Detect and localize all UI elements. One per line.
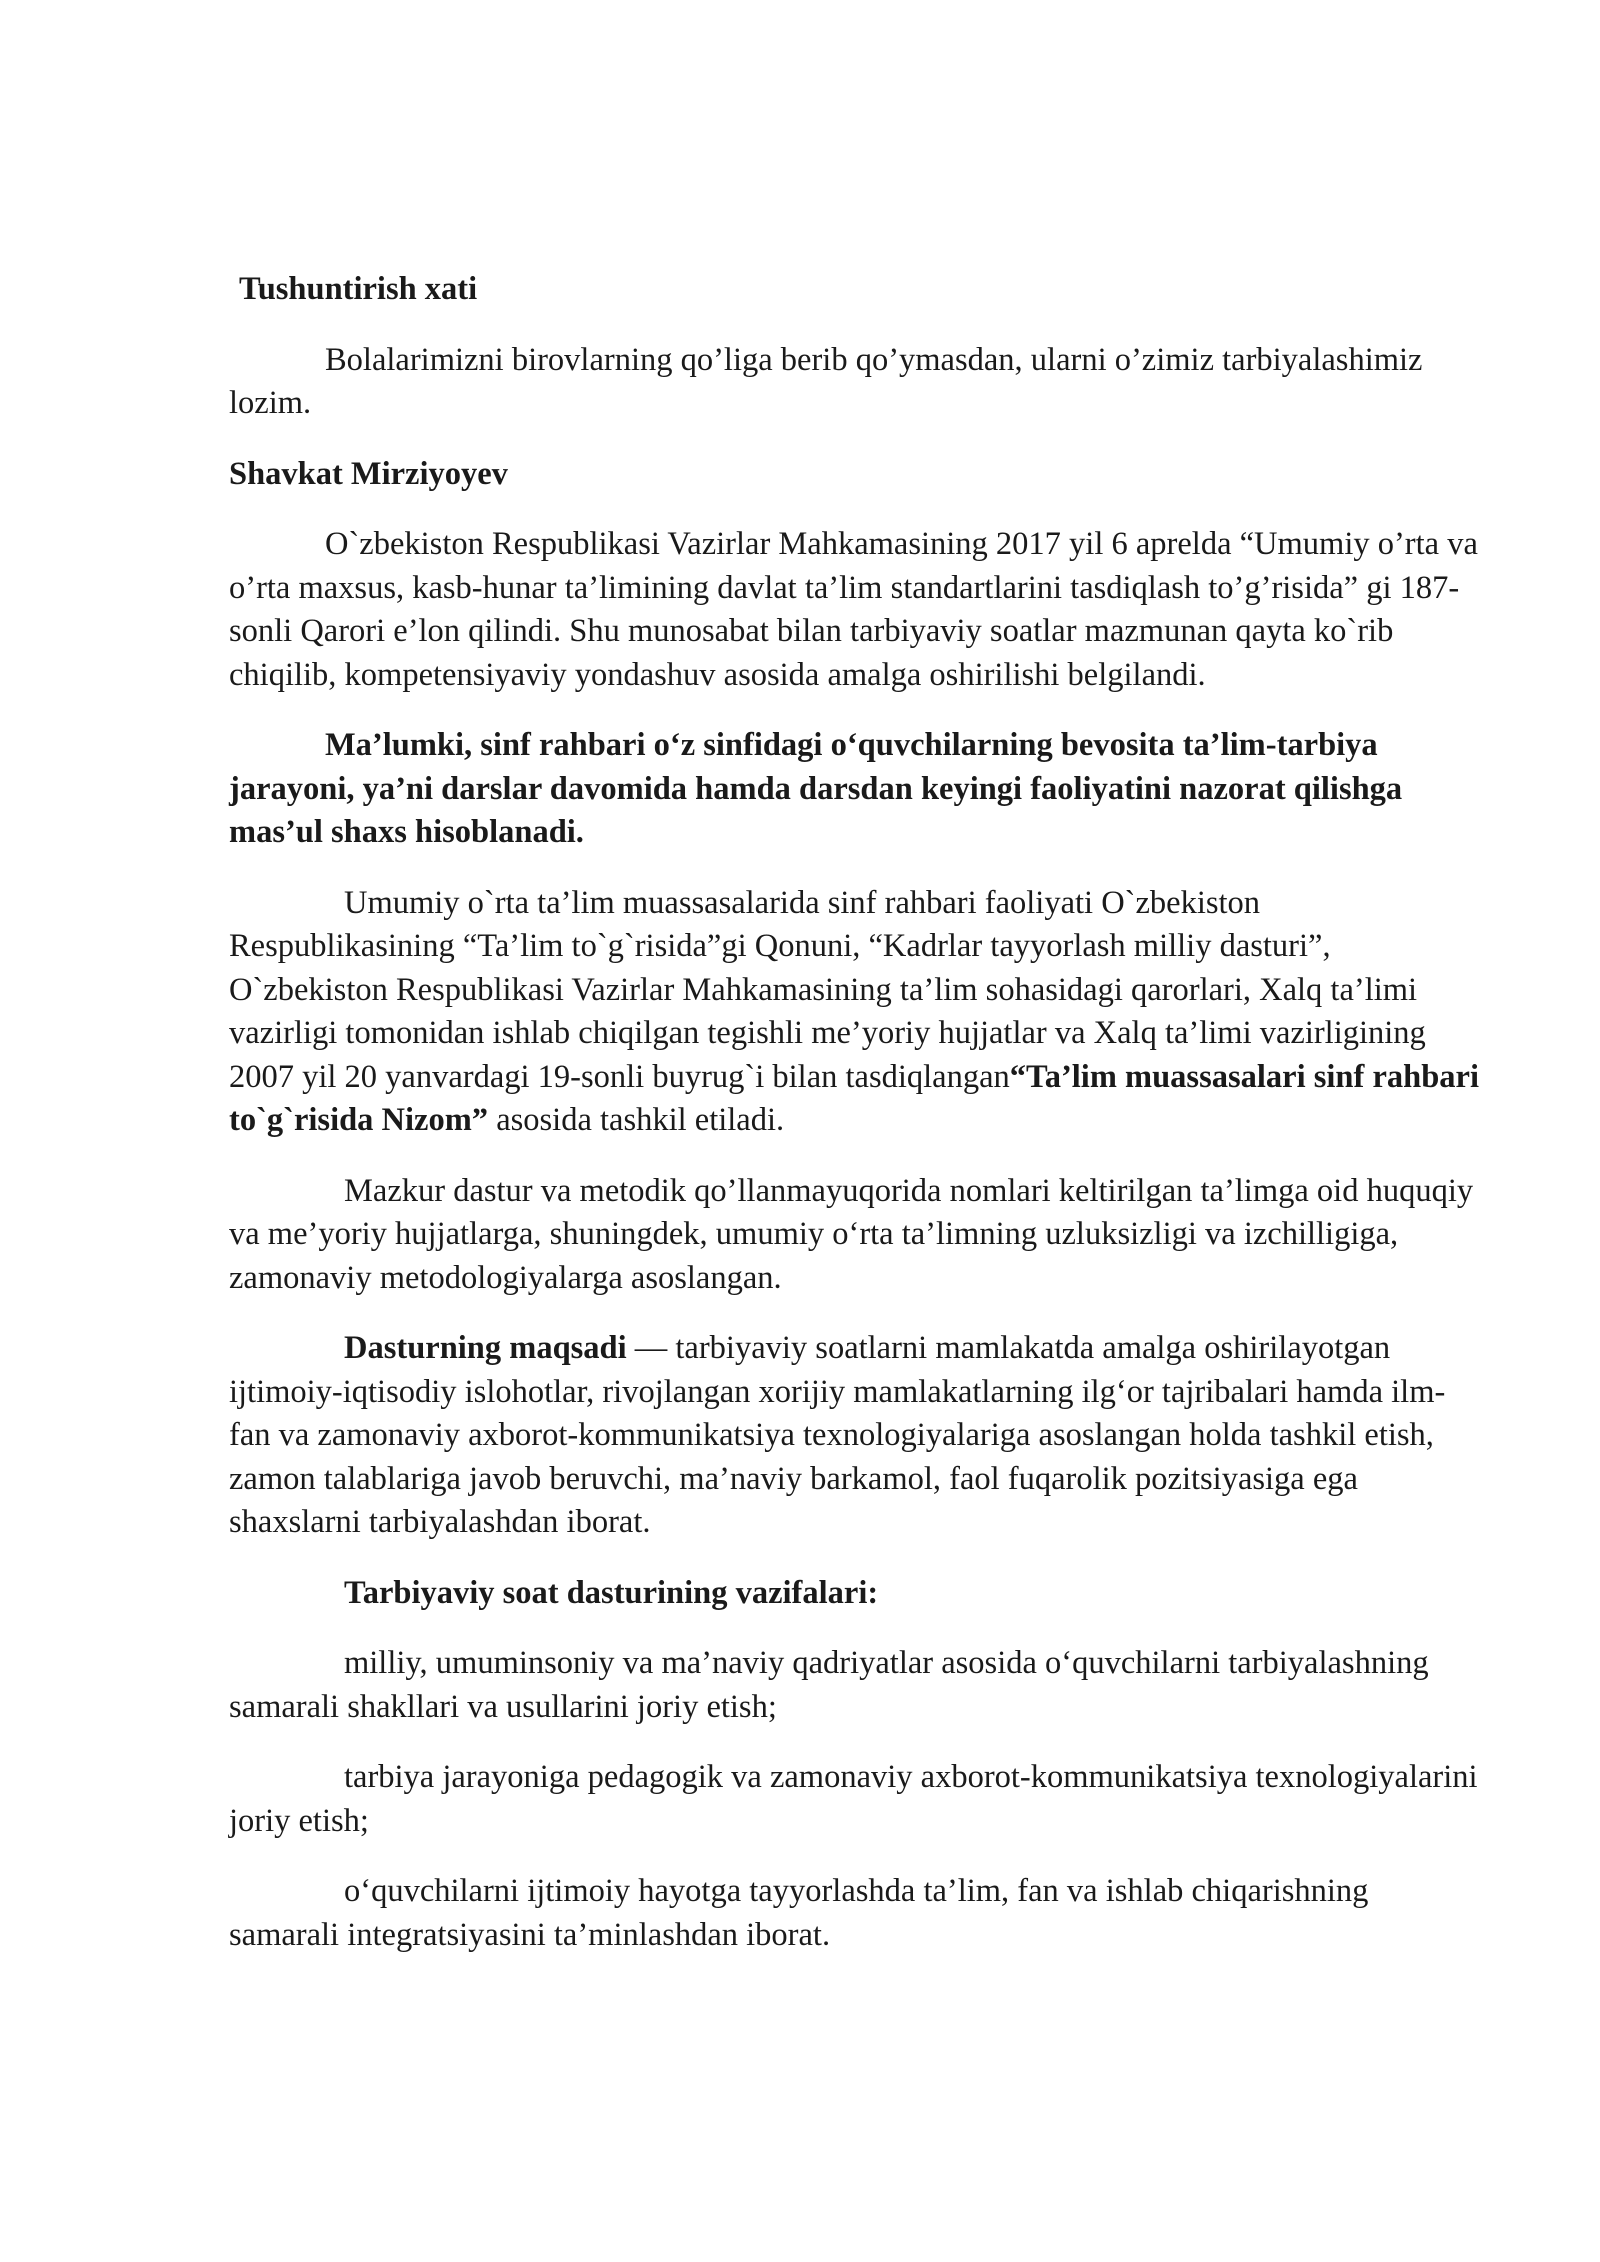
- task-item: o‘quvchilarni ijtimoiy hayotga tayyorlashda ta’lim, fan va ishlab chiqarishning samarali integratsiyasini ta’minlashdan iborat.: [229, 1873, 1369, 1953]
- task-item: milliy, umuminsoniy va ma’naviy qadriyatlar asosida o‘quvchilarni tarbiyalashning samarali shakllari va usullarini joriy etish;: [229, 1645, 1429, 1725]
- program-goal-text: — tarbiyaviy soatlarni mamlakatda amalga oshirilayotgan ijtimoiy-iqtisodiy islohotlar, rivojlangan xorijiy mamlakatlarning ilg‘or tajribalari hamda ilm-fan va zamonaviy axborot-kommunikatsiya texnologiyalariga asoslangan holda tashkil etish, zamon talablariga javob beruvchi, ma’naviy barkamol, faol fuqarolik pozitsiyasiga ega shaxslarni tarbiyalashdan iborat.: [229, 1330, 1446, 1540]
- document-title: Tushuntirish xati: [239, 271, 478, 307]
- task-item: tarbiya jarayoniga pedagogik va zamonaviy axborot-kommunikatsiya texnologiyalarini joriy etish;: [229, 1759, 1478, 1839]
- paragraph-program-basis: Mazkur dastur va metodik qo’llanmayuqorida nomlari keltirilgan ta’limga oid huquqiy va me’yoriy hujjatlarga, shuningdek, umumiy o‘rta ta’limning uzluksizligi va izchilligiga, zamonaviy metodologiyalarga asoslangan.: [229, 1172, 1474, 1296]
- paragraph-legal-basis: [229, 882, 1484, 1143]
- paragraph-class-teacher-role: Ma’lumki, sinf rahbari o‘z sinfidagi o‘quvchilarning bevosita ta’lim-tarbiya jarayoni, ya’ni darslar davomida hamda darsdan keyingi faoliyatini nazorat qilishga mas’ul shaxs hisoblanadi.: [229, 727, 1403, 850]
- paragraph-program-goal: [229, 1327, 1484, 1545]
- document-body: [229, 268, 1484, 1984]
- paragraph-resolution: O`zbekiston Respublikasi Vazirlar Mahkamasining 2017 yil 6 aprelda “Umumiy o’rta va o’rta maxsus, kasb-hunar ta’limining davlat ta’lim standartlarini tasdiqlash to’g’risida” gi 187-sonli Qarori e’lon qilindi. Shu munosabat bilan tarbiyaviy soatlar mazmunan qayta ko`rib chiqilib, kompetensiyaviy yondashuv asosida amalga oshirilishi belgilandi.: [229, 526, 1478, 693]
- legal-basis-text: Umumiy o`rta ta’lim muassasalarida sinf rahbari faoliyati O`zbekiston Respublikasining “Ta’lim to`g`risida”gi Qonuni, “Kadrlar tayyorlash milliy dasturi”, O`zbekiston Respublikasi Vazirlar Mahkamasining ta’lim sohasidagi qarorlari, Xalq ta’limi vazirligi tomonidan ishlab chiqilgan tegishli me’yoriy hujjatlar va Xalq ta’limi vazirligining 2007 yil 20 yanvardagi 19-sonli buyrug`i bilan tasdiqlangan: [229, 884, 1426, 1095]
- regulation-title: “Ta’lim muassasalari sinf rahbari to`g`risida Nizom”: [229, 1058, 1479, 1138]
- epigraph-author: Shavkat Mirziyoyev: [229, 455, 508, 492]
- program-goal-label: Dasturning maqsadi: [344, 1330, 627, 1366]
- legal-basis-end: asosida tashkil etiladi.: [488, 1102, 785, 1138]
- epigraph: Bolalarimizni birovlarning qo’liga berib qo’ymasdan, ularni o’zimiz tarbiyalashimiz lozim.: [229, 341, 1423, 421]
- tasks-heading: Tarbiyaviy soat dasturining vazifalari:: [344, 1574, 879, 1611]
